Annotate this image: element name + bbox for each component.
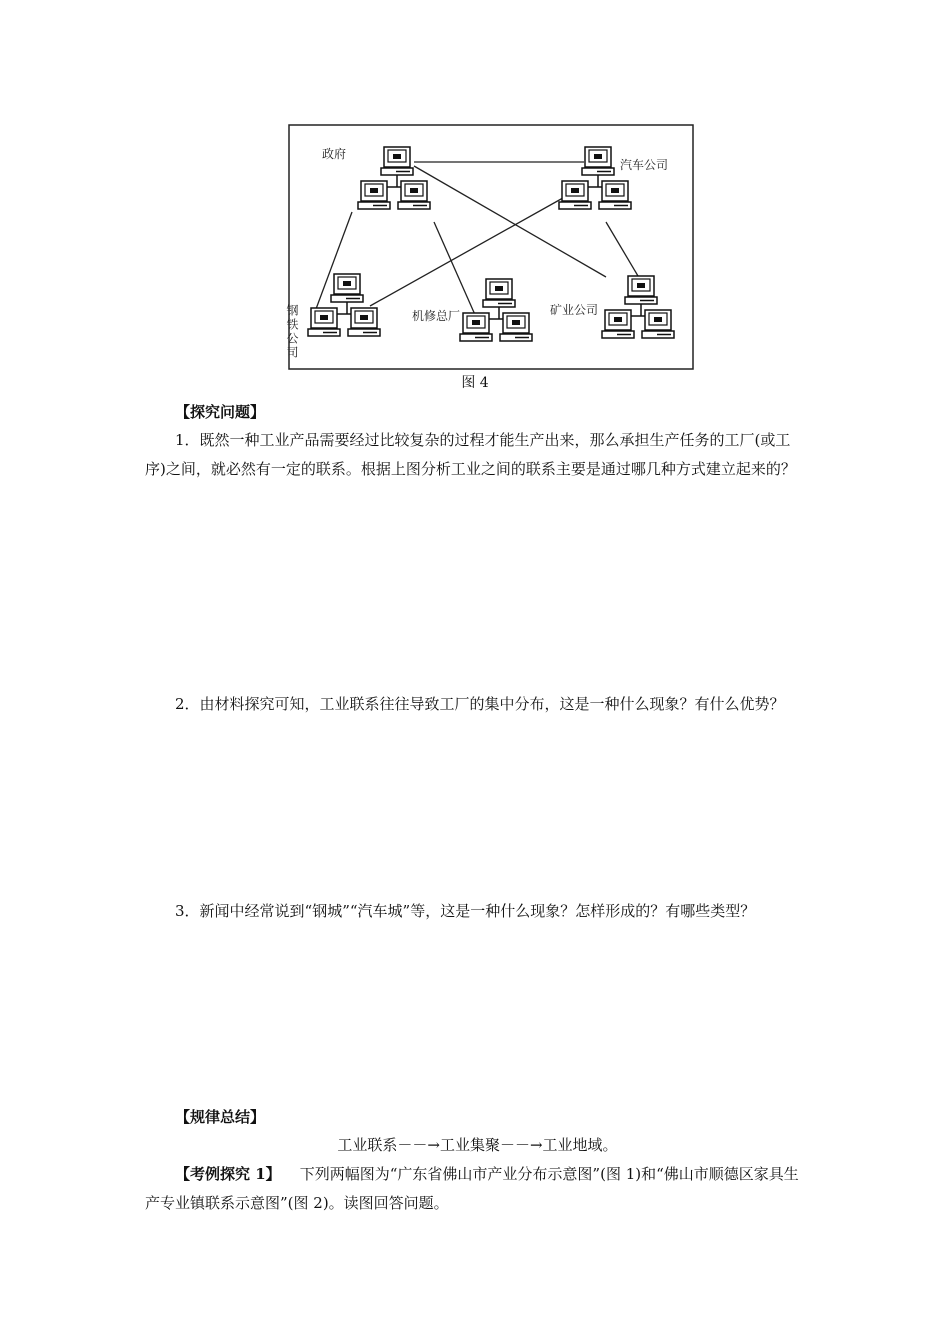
network-diagram-svg [285, 124, 694, 370]
figure-caption: 图 4 [461, 375, 489, 391]
label-repair-factory: 机修总厂 [412, 309, 461, 323]
label-auto-company: 汽车公司 [620, 158, 669, 172]
figure-4-network-diagram [285, 124, 694, 370]
question-3: 3．新闻中经常说到“钢城”“汽车城”等，这是一种什么现象？怎样形成的？有哪些类型？ [175, 902, 756, 920]
label-mining-company: 矿业公司 [550, 303, 599, 317]
example-label: 【考例探究 1】 [175, 1165, 281, 1183]
summary-flow: 工业联系－－→工业集聚－－→工业地域。 [337, 1136, 618, 1154]
label-steel-company: 钢铁公司 [285, 304, 299, 360]
summary-heading: 【规律总结】 [175, 1108, 266, 1126]
explore-heading: 【探究问题】 [175, 403, 266, 421]
question-2: 2．由材料探究可知，工业联系往往导致工厂的集中分布，这是一种什么现象？有什么优势？ [175, 695, 785, 713]
example-paragraph [145, 1160, 810, 1218]
question-1: 1．既然一种工业产品需要经过比较复杂的过程才能生产出来，那么承担生产任务的工厂(或工序)之间，就必然有一定的联系。根据上图分析工业之间的联系主要是通过哪几种方式建立起来的？ [145, 431, 796, 478]
label-government: 政府 [322, 147, 347, 161]
example-text: 下列两幅图为“广东省佛山市产业分布示意图”(图 1)和“佛山市顺德区家具生产专业镇联系示意图”(图 2)。读图回答问题。 [145, 1165, 799, 1212]
